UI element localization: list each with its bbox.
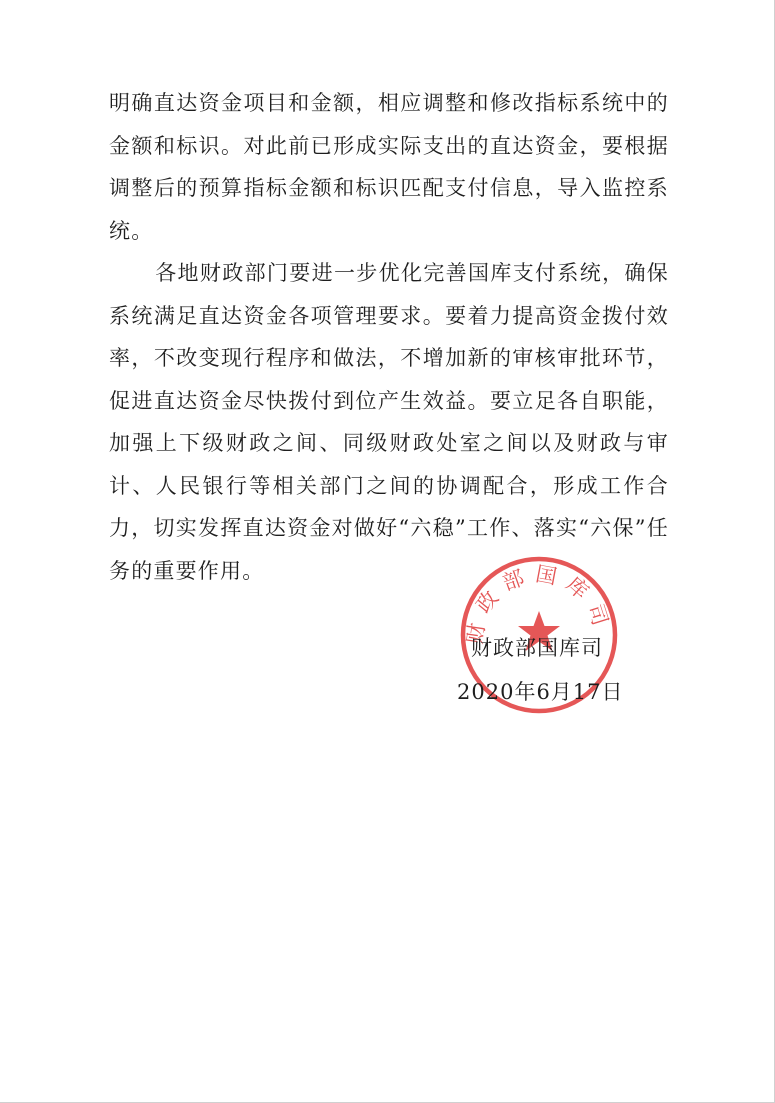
paragraph-payment-system: 各地财政部门要进一步优化完善国库支付系统，确保系统满足直达资金各项管理要求。要着力提高资金拨付效率，不改变现行程序和做法，不增加新的审核审批环节，促进直达资金尽快拨付到位产生效益。要立足各自职能，加强上下级财政之间、同级财政处室之间以及财政与审计、人民银行等相关部门之间的协调配合，形成工作合力，切实发挥直达资金对做好“六稳”工作、落实“六保”任务的重要作用。 (109, 261, 669, 583)
svg-text:财政部国库司: 财政部国库司 (462, 561, 616, 646)
issuing-organization: 财政部国库司 (471, 636, 603, 660)
issue-date: 2020年6月17日 (457, 680, 624, 704)
document-body (109, 82, 669, 592)
paragraph-continuation: 明确直达资金项目和金额，相应调整和修改指标系统中的金额和标识。对此前已形成实际支出的直达资金，要根据调整后的预算指标金额和标识匹配支付信息，导入监控系统。 (109, 91, 669, 243)
